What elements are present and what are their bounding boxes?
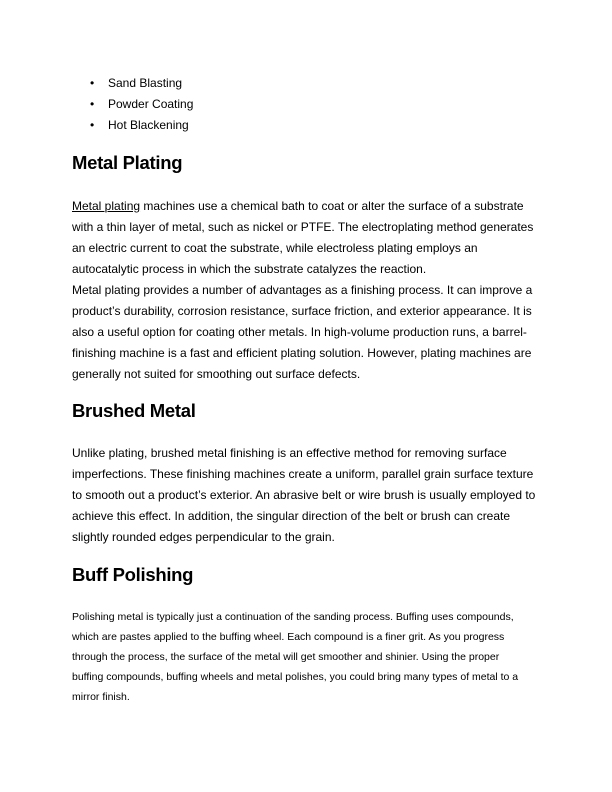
brushed-metal-heading: Brushed Metal [72, 400, 196, 421]
metal-plating-link[interactable]: Metal plating [72, 199, 141, 213]
brushed-metal-paragraph: Unlike plating, brushed metal finishing is an effective method for removing surface imperfections. These finishing machines create a uniform, parallel grain surface texture to smooth out a product’s exterior. An abrasive belt or wire brush is usually employed to achieve this effect. In addition, the singular direction of the belt or brush can create slightly rounded edges perpendicular to the grain. [72, 446, 536, 544]
buff-polishing-heading: Buff Polishing [72, 564, 194, 585]
bullet-icon: • [90, 76, 95, 90]
bullet-icon: • [90, 97, 95, 111]
list-item: • Sand Blasting [90, 76, 183, 90]
bullet-icon: • [90, 118, 95, 132]
list-item: • Hot Blackening [90, 118, 189, 132]
metal-plating-heading: Metal Plating [72, 152, 183, 173]
metal-plating-paragraph-1: Metal plating machines use a chemical bath to coat or alter the surface of a substrate with a thin layer of metal, such as nickel or PTFE. The electroplating method generates an electric current to coat the substrate, while electroless plating employs an autocatalytic process in which the substrate catalyzes the reaction. [72, 199, 534, 276]
metal-plating-paragraph-2: Metal plating provides a number of advantages as a finishing process. It can improve a product’s durability, corrosion resistance, surface friction, and exterior appearance. It is also a useful option for coating other metals. In high-volume production runs, a barrel- finishing machine is a fast and efficient plating solution. However, plating machines are generally not suited for smoothing out surface defects. [72, 283, 533, 381]
buff-polishing-paragraph: Polishing metal is typically just a continuation of the sanding process. Buffing uses compounds, which are pastes applied to the buffing wheel. Each compound is a finer grit. As you progress through the process, the surface of the metal will get smoother and shinier. Using the proper buffing compounds, buffing wheels and metal polishes, you could bring many types of metal to a mirror finish. [72, 611, 519, 703]
list-item: • Powder Coating [90, 97, 194, 111]
finishing-methods-list [72, 74, 193, 137]
